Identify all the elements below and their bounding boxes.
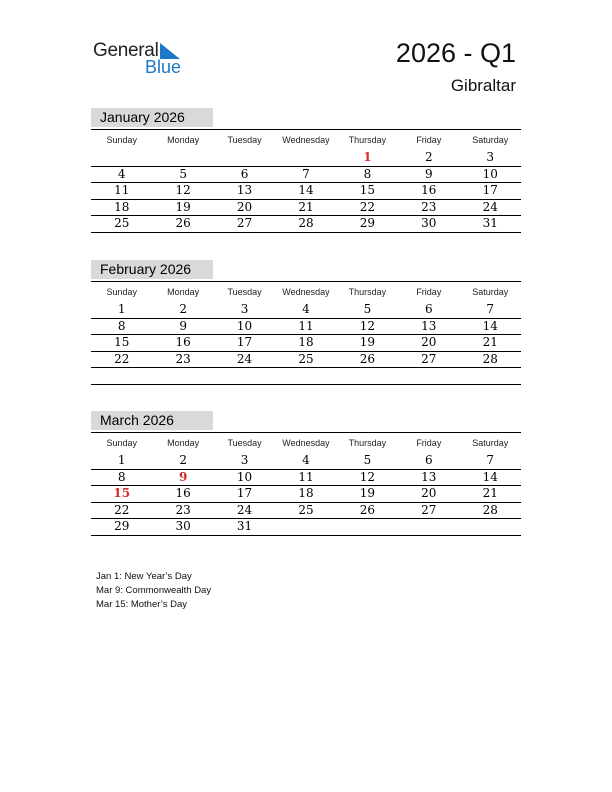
weekday-label: Wednesday [282, 438, 330, 448]
weekday-label: Friday [416, 287, 442, 297]
day-cell: 13 [421, 318, 437, 333]
day-cell: 9 [425, 166, 433, 181]
day-cell: 18 [114, 199, 130, 214]
day-cell: 8 [117, 318, 126, 333]
day-cell: 3 [486, 150, 495, 164]
day-cell: 6 [425, 302, 433, 316]
weekday-label: Tuesday [227, 287, 262, 297]
calendar-grid [91, 281, 521, 385]
day-cell: 5 [179, 166, 187, 181]
day-cell: 17 [482, 183, 498, 197]
day-cell: 30 [175, 519, 191, 533]
weekday-label: Monday [167, 287, 200, 297]
week-row [91, 216, 521, 233]
day-cell: 15 [113, 486, 131, 500]
weekday-label: Saturday [472, 287, 509, 297]
day-cell [275, 150, 336, 166]
day-cell: 19 [359, 486, 376, 500]
logo [93, 40, 193, 80]
holiday-notes [96, 570, 211, 612]
day-cell [214, 150, 275, 166]
day-cell: 16 [175, 335, 191, 349]
day-cell: 10 [236, 318, 253, 333]
weekday-label: Thursday [348, 135, 387, 145]
day-cell: 23 [175, 502, 191, 517]
day-cell: 21 [298, 199, 314, 214]
day-cell: 12 [359, 318, 376, 333]
page-subtitle: Gibraltar [450, 76, 516, 95]
weekday-label: Sunday [106, 287, 137, 297]
day-cell: 19 [175, 199, 191, 214]
day-cell: 11 [298, 318, 314, 333]
day-cell [337, 368, 398, 384]
day-cell: 24 [482, 199, 498, 214]
day-cell [91, 150, 152, 166]
month-january [91, 108, 521, 233]
logo-text-general: General [93, 40, 159, 61]
day-cell: 31 [482, 216, 498, 230]
weekday-label: Monday [167, 135, 200, 145]
day-cell: 14 [298, 183, 314, 197]
day-cell: 24 [236, 351, 253, 366]
day-cell: 28 [298, 216, 314, 230]
day-cell: 28 [482, 502, 498, 517]
day-cell: 13 [421, 469, 437, 484]
day-cell [91, 368, 152, 384]
day-cell: 7 [486, 453, 495, 467]
weekday-header-row [91, 282, 521, 302]
weekday-label: Tuesday [227, 135, 262, 145]
day-cell: 2 [179, 302, 187, 316]
day-cell [275, 519, 336, 535]
day-cell: 2 [179, 453, 187, 467]
day-cell: 15 [359, 183, 376, 197]
weekday-header-row [91, 130, 521, 150]
day-cell: 4 [117, 166, 126, 181]
day-cell [460, 519, 521, 535]
day-cell: 8 [117, 469, 126, 484]
day-cell: 28 [482, 351, 498, 366]
day-cell: 23 [175, 351, 191, 366]
day-cell: 2 [425, 150, 433, 164]
day-cell: 9 [178, 469, 188, 484]
day-cell: 10 [482, 166, 498, 181]
weekday-label: Monday [167, 438, 200, 448]
month-march [91, 411, 521, 536]
day-cell: 20 [236, 199, 253, 214]
weekday-label: Saturday [472, 438, 509, 448]
day-cell: 20 [421, 486, 437, 500]
day-cell: 21 [482, 335, 498, 349]
day-cell: 1 [117, 453, 126, 467]
day-cell: 25 [298, 351, 314, 366]
weekday-label: Tuesday [227, 438, 262, 448]
week-row [91, 352, 521, 369]
holiday-note: Mar 15: Mother’s Day [96, 599, 187, 610]
logo-text-blue: Blue [145, 57, 182, 77]
day-cell: 12 [175, 183, 191, 197]
day-cell: 26 [359, 351, 376, 366]
weekday-label: Wednesday [282, 135, 330, 145]
week-row [91, 319, 521, 336]
day-cell [460, 368, 521, 384]
weekday-label: Sunday [106, 438, 137, 448]
week-row [91, 302, 521, 319]
day-cell: 8 [363, 166, 372, 181]
day-cell: 14 [482, 469, 498, 484]
weekday-label: Friday [416, 438, 442, 448]
day-cell: 17 [236, 335, 253, 349]
day-cell: 16 [175, 486, 191, 500]
weekday-label: Saturday [472, 135, 509, 145]
holiday-note: Mar 9: Commonwealth Day [96, 585, 212, 596]
day-cell: 27 [421, 351, 437, 366]
day-cell: 10 [236, 469, 253, 484]
day-cell: 11 [114, 183, 130, 197]
week-row [91, 150, 521, 167]
day-cell: 26 [359, 502, 376, 517]
week-row [91, 368, 521, 385]
day-cell: 22 [114, 351, 130, 366]
week-row [91, 183, 521, 200]
day-cell [398, 368, 459, 384]
day-cell: 12 [359, 469, 376, 484]
day-cell: 20 [421, 335, 437, 349]
month-label: March 2026 [91, 411, 213, 430]
weekday-label: Wednesday [282, 287, 330, 297]
week-row [91, 453, 521, 470]
week-row [91, 486, 521, 503]
day-cell: 23 [421, 199, 437, 214]
week-row [91, 167, 521, 184]
day-cell: 11 [298, 469, 314, 484]
day-cell: 29 [114, 519, 130, 533]
day-cell: 16 [421, 183, 437, 197]
day-cell: 9 [179, 318, 187, 333]
day-cell: 29 [359, 216, 376, 230]
day-cell: 13 [236, 183, 253, 197]
day-cell: 27 [236, 216, 253, 230]
weekday-label: Thursday [348, 287, 387, 297]
day-cell: 27 [421, 502, 437, 517]
weekday-label: Thursday [348, 438, 387, 448]
calendar-grid [91, 129, 521, 233]
month-february [91, 260, 521, 385]
day-cell: 4 [302, 453, 310, 467]
weekday-label: Friday [416, 135, 442, 145]
day-cell: 5 [363, 453, 372, 467]
day-cell: 22 [114, 502, 130, 517]
weekday-label: Sunday [106, 135, 137, 145]
day-cell [337, 519, 398, 535]
day-cell: 6 [425, 453, 433, 467]
day-cell [398, 519, 459, 535]
day-cell: 15 [114, 335, 130, 349]
day-cell [152, 150, 213, 166]
day-cell: 7 [302, 166, 310, 181]
day-cell: 1 [117, 302, 126, 316]
day-cell: 14 [482, 318, 498, 333]
week-row [91, 470, 521, 487]
holiday-note: Jan 1: New Year’s Day [96, 571, 192, 582]
day-cell: 17 [236, 486, 253, 500]
day-cell: 31 [236, 519, 253, 533]
week-row [91, 200, 521, 217]
day-cell: 26 [175, 216, 191, 230]
day-cell: 24 [236, 502, 253, 517]
day-cell: 5 [363, 302, 372, 316]
day-cell: 18 [298, 486, 314, 500]
day-cell [214, 368, 275, 384]
day-cell [152, 368, 213, 384]
day-cell: 19 [359, 335, 376, 349]
weekday-header-row [91, 433, 521, 453]
day-cell: 3 [240, 302, 249, 316]
week-row [91, 335, 521, 352]
day-cell: 25 [298, 502, 314, 517]
day-cell: 25 [114, 216, 130, 230]
calendar-grid [91, 432, 521, 536]
day-cell: 21 [482, 486, 498, 500]
month-label: February 2026 [91, 260, 213, 279]
day-cell: 22 [359, 199, 376, 214]
day-cell: 4 [302, 302, 310, 316]
week-row [91, 503, 521, 520]
page-title: 2026 - Q1 [395, 38, 516, 68]
day-cell: 30 [421, 216, 437, 230]
day-cell: 1 [363, 150, 372, 164]
day-cell: 18 [298, 335, 314, 349]
day-cell [275, 368, 336, 384]
day-cell: 7 [486, 302, 495, 316]
day-cell: 6 [240, 166, 249, 181]
month-label: January 2026 [91, 108, 213, 127]
week-row [91, 519, 521, 536]
day-cell: 3 [240, 453, 249, 467]
